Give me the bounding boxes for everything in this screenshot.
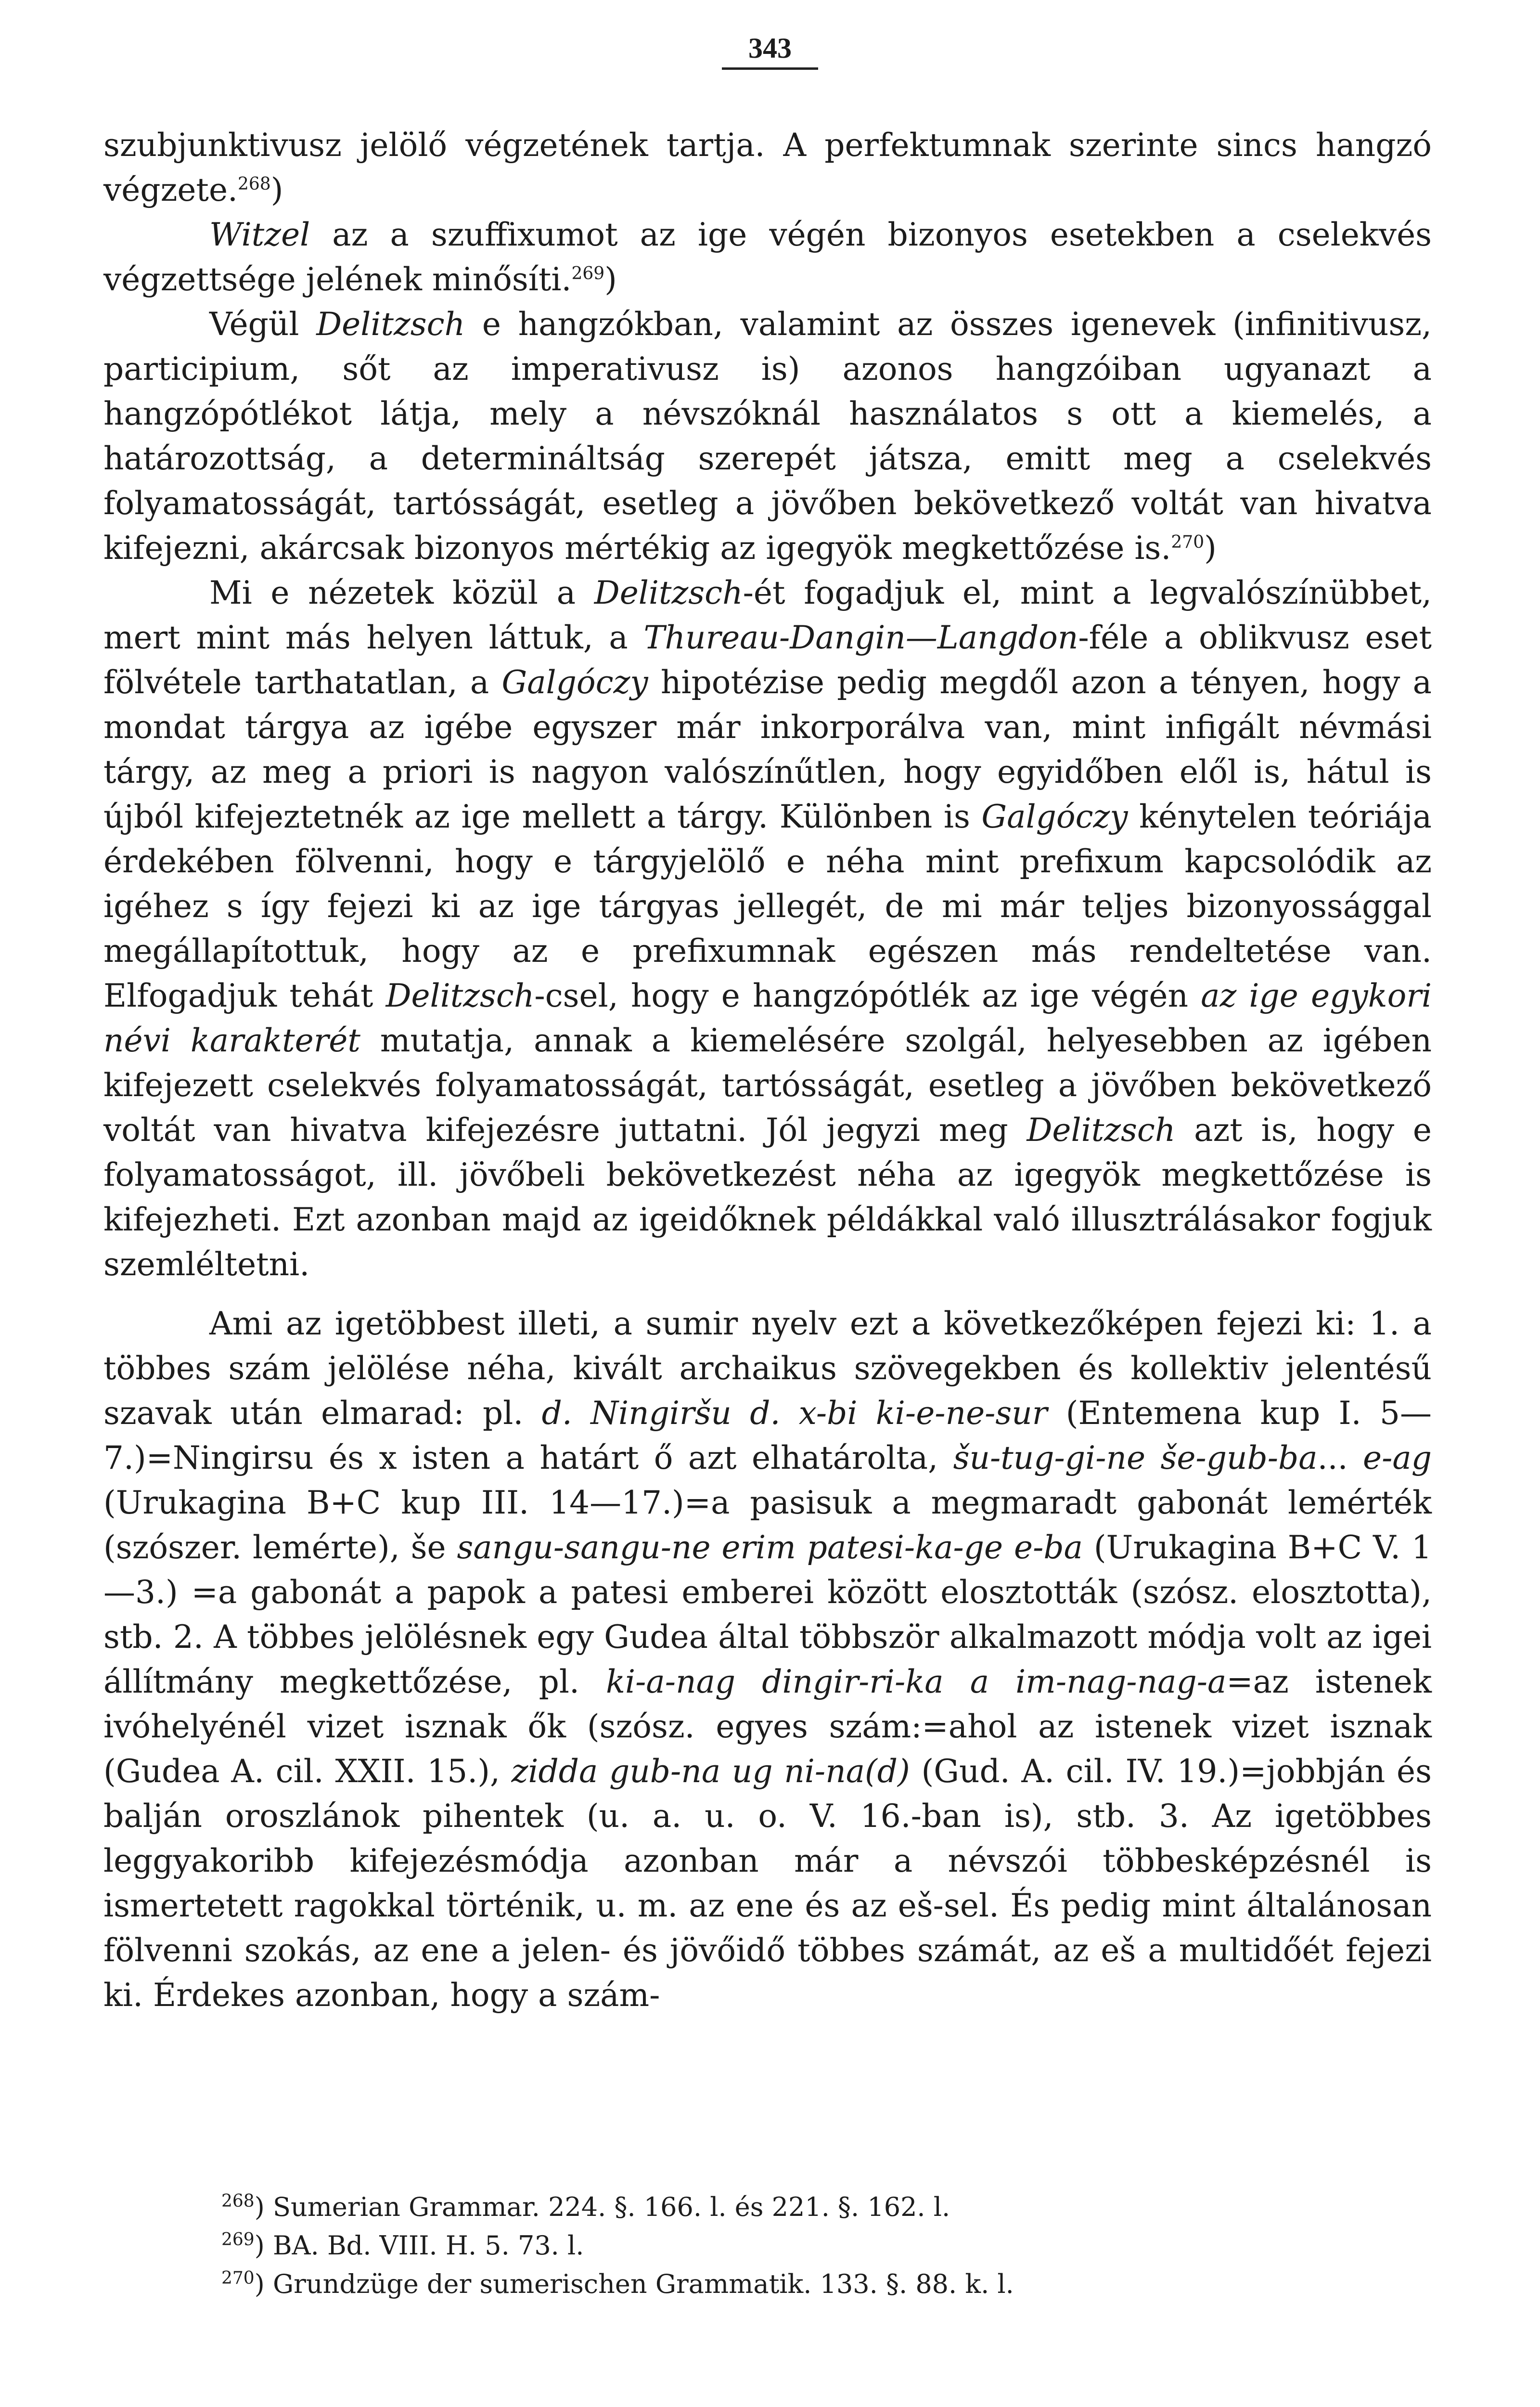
footnote-ref: 268 bbox=[238, 174, 271, 194]
footnote-268: 268) Sumerian Grammar. 224. §. 166. l. és 221. §. 162. l. bbox=[221, 2191, 950, 2222]
sumerian-example: sangu-sangu-ne erim patesi-ka-ge e-ba bbox=[457, 1529, 1083, 1566]
author-name: Delitzsch bbox=[385, 977, 535, 1014]
author-name: Thureau-Dangin—Langdon bbox=[643, 619, 1078, 656]
paragraph-3: Végül Delitzsch e hangzókban, valamint az összes igenevek (infinitivusz, participium, sőt az imperativusz is) azonos hangzóiban ugyanazt a hangzópótlékot látja, mely a névszóknál használatos s ott a kiemelés, a határozottság, a determináltság szerepét játsza, emitt meg a cselekvés folyamatosságát, tartósságát, esetleg a jövőben bekövetkező voltát van hivatva kifejezni, akárcsak bizonyos mértékig az igegyök megkettőzése is.$^{270}$) bbox=[103, 306, 1432, 567]
sumerian-example: ki-a-nag dingir-ri-ka a im-nag-nag-a bbox=[606, 1663, 1227, 1700]
author-name: Delitzsch bbox=[316, 306, 465, 343]
author-name: Delitzsch bbox=[594, 574, 743, 611]
sumerian-example: d. Ningiršu d. x-bi ki-e-ne-sur bbox=[541, 1395, 1048, 1432]
author-name: Galgóczy bbox=[981, 798, 1128, 835]
footnote-269: 269) BA. Bd. VIII. H. 5. 73. l. bbox=[221, 2230, 584, 2261]
footnote-270: 270) Grundzüge der sumerischen Grammatik. 133. §. 88. k. l. bbox=[221, 2268, 1014, 2299]
paragraph-4: Mi e nézetek közül a Delitzsch-ét fogadjuk el, mint a legvalószínübbet, mert mint más helyen láttuk, a Thureau-Dangin—Langdon-féle a oblikvusz eset fölvétele tarthatatlan, a Galgóczy hipotézise pedig megdől azon a tényen, hogy a mondat tárgya az igébe egyszer már inkorporálva van, mint infigált névmási tárgy, az meg a priori is nagyon valószínűtlen, hogy egyidőben elől is, hátul is újból kifejeztetnék az ige mellett a tárgy. Különben is Galgóczy kénytelen teóriája érdekében fölvenni, hogy e tárgyjelölő e néha mint prefixum kapcsolódik az igéhez s így fejezi ki az ige tárgyas jellegét, de mi már teljes bizonyossággal megállapítottuk, hogy az e prefixumnak egészen más rendeltetése van. Elfogadjuk tehát Delitzsch-csel, hogy e hangzópótlék az ige végén az ige egykori névi karakterét mutatja, annak a kiemelésére szolgál, helyesebben az igében kifejezett cselekvés folyamatosságát, tartósságát, esetleg a jövőben bekövetkező voltát van hivatva kifejezésre juttatni. Jól jegyzi meg Delitzsch azt is, hogy e folyamatosságot, ill. jövőbeli bekövetkezést néha az igegyök megkettőzése is kifejezheti. Ezt azonban majd az igeidőknek példákkal való illusztrálásakor fogjuk szemléltetni. bbox=[103, 574, 1432, 1283]
author-name: Delitzsch bbox=[1027, 1112, 1176, 1149]
sumerian-example: zidda gub-na ug ni-na(d) bbox=[511, 1753, 910, 1790]
sumerian-example: šu-tug-gi-ne še-gub-ba bbox=[953, 1439, 1318, 1476]
paragraph-2: Witzel az a szuffixumot az ige végén bizonyos esetekben a cselekvés végzettsége jelének minősíti.$^{269}$) bbox=[103, 216, 1432, 298]
footnotes bbox=[221, 2188, 1376, 2303]
page-number: 343 bbox=[722, 29, 818, 70]
author-name: Galgóczy bbox=[501, 664, 648, 701]
footnote-ref: 269 bbox=[571, 264, 605, 284]
emphasis: az ige egykori névi karakterét bbox=[103, 977, 1432, 1059]
paragraph-5: Ami az igetöbbest illeti, a sumir nyelv ezt a következőképen fejezi ki: 1. a többes szám jelölése néha, kivált archaikus szövegekben és kollektiv jelentésű szavak után elmarad: pl. d. Ningiršu d. x-bi ki-e-ne-sur (Entemena kup I. 5—7.)=Ningirsu és x isten a határt ő azt elhatárolta, šu-tug-gi-ne še-gub-ba... e-ag (Urukagina B+C kup III. 14—17.)=a pasisuk a megmaradt gabonát lemérték (szószer. lemérte), še sangu-sangu-ne erim patesi-ka-ge e-ba (Urukagina B+C V. 1—3.) =a gabonát a papok a patesi emberei között elosztották (szósz. elosztotta), stb. 2. A többes jelölésnek egy Gudea által többször alkalmazott módja volt az igei állítmány megkettőzése, pl. ki-a-nag dingir-ri-ka a im-nag-nag-a=az istenek ivóhelyénél vizet isznak ők (szósz. egyes szám:=ahol az istenek vizet isznak (Gudea A. cil. XXII. 15.), zidda gub-na ug ni-na(d) (Gud. A. cil. IV. 19.)=jobbján és balján oroszlánok pihentek (u. a. u. o. V. 16.-ban is), stb. 3. Az igetöbbes leggyakoribb kifejezésmódja azonban már a névszói többesképzésnél is ismertetett ragokkal történik, u. m. az ene és az eš-sel. És pedig mint általánosan fölvenni szokás, az ene a jelen- és jövőidő többes számát, az eš a multidőét fejezi ki. Érdekes azonban, hogy a szám- bbox=[103, 1305, 1432, 2014]
main-text bbox=[103, 123, 1432, 2018]
author-name: Witzel bbox=[209, 216, 310, 253]
sumerian-example: e-ag bbox=[1363, 1439, 1432, 1476]
footnote-ref: 270 bbox=[1171, 532, 1205, 552]
paragraph-1: szubjunktivusz jelölő végzetének tartja. A perfektumnak szerinte sincs hangzó végzete.$^{268}$) bbox=[103, 127, 1432, 208]
